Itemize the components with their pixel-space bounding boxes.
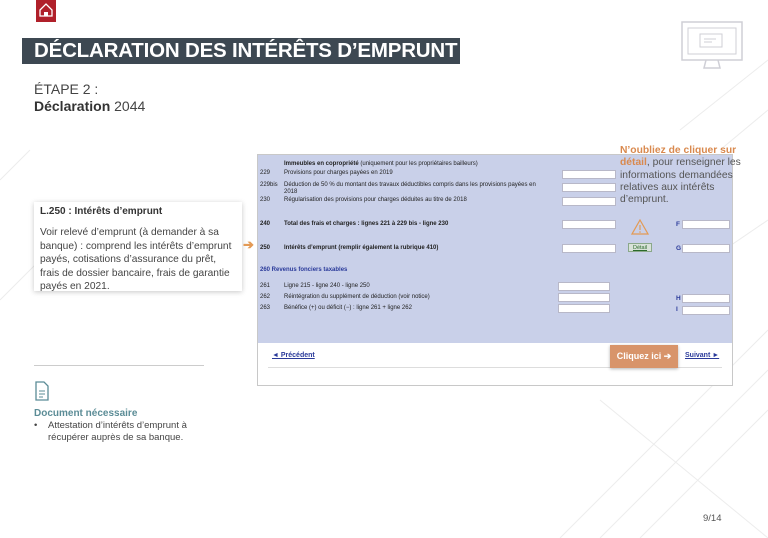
input-261[interactable] bbox=[558, 282, 610, 291]
input-230[interactable] bbox=[562, 197, 616, 206]
input-h[interactable] bbox=[682, 294, 730, 303]
info-card-line-250 bbox=[34, 202, 242, 291]
step-name-rest: 2044 bbox=[110, 98, 146, 114]
input-i[interactable] bbox=[682, 306, 730, 315]
input-229bis[interactable] bbox=[562, 183, 616, 192]
letter-f: F bbox=[676, 221, 680, 228]
document-title: Document nécessaire bbox=[34, 408, 138, 419]
house-icon bbox=[36, 0, 56, 22]
monitor-icon bbox=[680, 20, 744, 72]
note-rest: , pour renseigner les informations demandées relatives aux intérêts d’emprunt. bbox=[620, 157, 741, 206]
section-260-title: 260 Revenus fonciers taxables bbox=[260, 267, 348, 273]
next-link[interactable]: Suivant ► bbox=[685, 352, 720, 359]
input-240[interactable] bbox=[562, 220, 616, 229]
arrow-right-icon: ➔ bbox=[243, 237, 254, 252]
input-262[interactable] bbox=[558, 293, 610, 302]
reminder-note bbox=[620, 145, 745, 206]
info-card-heading: L.250 : Intérêts d’emprunt bbox=[40, 206, 163, 217]
page-title-bar bbox=[22, 38, 460, 64]
note-highlight: N’oubliez de cliquer sur détail bbox=[620, 145, 737, 169]
detail-button[interactable]: Détail bbox=[628, 243, 652, 252]
previous-link[interactable]: ◄ Précédent bbox=[272, 352, 315, 359]
input-g[interactable] bbox=[682, 244, 730, 253]
input-f[interactable] bbox=[682, 220, 730, 229]
click-here-button[interactable]: Cliquez ici ➔ bbox=[610, 345, 678, 368]
input-229[interactable] bbox=[562, 170, 616, 179]
input-250[interactable] bbox=[562, 244, 616, 253]
page-title: DÉCLARATION DES INTÉRÊTS D’EMPRUNT bbox=[34, 39, 458, 62]
warning-icon bbox=[631, 219, 649, 235]
house-logo bbox=[36, 0, 56, 22]
info-card-body: Voir relevé d’emprunt (à demander à sa banque) : comprend les intérêts d’emprunt payés, cotisations d’assurance du prêt, frais de dossier bancaire, frais de garantie payés en 2021. bbox=[40, 227, 232, 292]
divider bbox=[34, 365, 204, 366]
step-name-bold: Déclaration bbox=[34, 98, 111, 114]
form-panel: Immeubles en copropriété (uniquement pour les propriétaires bailleurs) 229 Provisions pour charges payées en 2019 229bis Déduction de 50 % du montant des travaux déductibles compris dans les provisions payées en 2018 230 Régularisation des provisions pour charges déduites au titre de 2018 240 Total des frais et charges : lignes 221 à 229 bis - ligne 230 F 250 Intérêts d’emprunt (remplir également la rubrique 410) Détail G 260 Revenus fonciers taxables 261 Ligne 215 - ligne 240 - ligne 250 262 Réintégration du supplément de déduction (voir notice) H 263 Bénéfice (+) ou déficit (−) : ligne 261 + ligne 262 I bbox=[258, 155, 732, 343]
page-number: 9/14 bbox=[703, 513, 722, 524]
letter-i: I bbox=[676, 306, 678, 313]
section-header: Immeubles en copropriété (uniquement pour les propriétaires bailleurs) bbox=[284, 161, 478, 167]
document-icon bbox=[34, 381, 50, 401]
step-label: ÉTAPE 2 : bbox=[34, 81, 99, 97]
step-name bbox=[34, 98, 145, 115]
letter-h: H bbox=[676, 295, 681, 302]
bullet: • bbox=[34, 420, 38, 431]
document-item: Attestation d’intérêts d’emprunt à récupérer auprès de sa banque. bbox=[48, 420, 187, 443]
letter-g: G bbox=[676, 245, 682, 252]
input-263[interactable] bbox=[558, 304, 610, 313]
step-heading bbox=[34, 81, 145, 115]
